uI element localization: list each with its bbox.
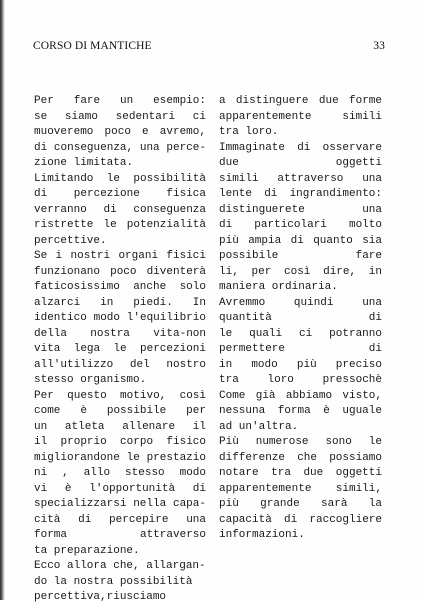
text-line: forma attraverso (34, 529, 206, 541)
text-line: simili attraverso una (219, 172, 382, 185)
text-line: più grande sarà la (219, 498, 382, 510)
text-line: più ampia di quanto sia (219, 234, 382, 247)
text-line: maniera ordinaria. (219, 281, 338, 293)
text-line: Più numerose sono le (219, 436, 382, 448)
text-line: verranno di conseguenza (34, 203, 206, 216)
text-line: tra loro pressochè (219, 374, 382, 386)
text-line: ta preparazione. (34, 544, 140, 557)
text-line: muoveremo poco e avremo, (34, 126, 206, 138)
text-line: faticosissimo anche solo (34, 281, 206, 293)
text-line: stesso organismo. (34, 374, 147, 386)
text-line: differenze che possiamo (219, 451, 382, 464)
text-line: possibile fare (219, 250, 382, 262)
text-line: distinguerete una (219, 203, 382, 216)
text-line: vita lega le percezioni (34, 343, 206, 355)
text-line: Immaginate di osservare (219, 141, 382, 154)
chapter-title: CORSO DI MANTICHE (33, 40, 152, 52)
text-line: quantità di (219, 312, 382, 324)
text-line: Come già abbiamo visto, (219, 389, 382, 402)
text-line: Se i nostri organi fisici (34, 250, 206, 262)
text-line: ni , allo stesso modo (34, 467, 206, 479)
right-text-column (219, 94, 382, 544)
text-line: migliorandone le prestazio (34, 451, 206, 464)
text-line: come è possibile per (34, 405, 206, 417)
text-line: permettere di (219, 343, 382, 355)
text-line: do la nostra possibilità (34, 575, 193, 588)
text-line: cità di percepire una (34, 513, 206, 526)
text-line: due oggetti (219, 157, 382, 169)
text-line: Per fare un esempio: (34, 95, 206, 107)
text-line: vi è l'opportunità di (34, 482, 206, 495)
text-line: identico modo l'equilibrio (34, 312, 206, 324)
text-line: se siamo sedentari ci (34, 110, 206, 123)
text-line: di particolari molto (219, 219, 382, 231)
text-line: informazioni. (219, 529, 305, 541)
text-line: tra loro. (219, 126, 279, 138)
running-header (33, 40, 385, 54)
text-line: in modo più preciso (219, 358, 382, 371)
text-line: percettiva,riusciamo (34, 591, 167, 603)
text-line: all'utilizzo del nostro (34, 358, 206, 371)
text-line: Per questo motivo, così (34, 389, 206, 402)
text-line: lente di ingrandimento: (219, 188, 382, 200)
text-line: alzarci in piedi. In (34, 296, 206, 309)
page-number: 33 (373, 40, 385, 52)
text-line: Avremmo quindi una (219, 296, 382, 309)
text-line: capacità di raccogliere (219, 513, 382, 526)
text-line: Ecco allora che, allargan- (34, 560, 206, 572)
text-line: specializzarsi nella capa- (34, 498, 206, 510)
text-line: il proprio corpo fisico (34, 436, 206, 448)
text-line: apparentemente simili (219, 110, 382, 123)
text-line: notare tra due oggetti (219, 467, 382, 479)
text-line: Limitando le possibilità (34, 172, 206, 185)
text-line: percettive. (34, 234, 107, 247)
text-line: le quali ci potranno (219, 327, 382, 340)
text-line: zione limitata. (34, 157, 134, 169)
text-line: funzionano poco diventerà (34, 265, 206, 278)
text-line: apparentemente simili, (219, 482, 382, 495)
text-line: ristrette le potenzialità (34, 219, 206, 231)
text-line: di conseguenza, una perce- (34, 141, 206, 154)
text-line: ad un'altra. (219, 420, 299, 433)
text-line: li, per così dire, in (219, 265, 382, 278)
text-line: di percezione fisica (34, 188, 206, 200)
text-line: a distinguere due forme (219, 95, 382, 107)
text-line: nessuna forma è uguale (219, 405, 382, 417)
text-line: un atleta allenare il (34, 420, 206, 433)
left-text-column (34, 94, 206, 606)
page-binding-shadow (0, 0, 5, 600)
text-line: della nostra vita-non (34, 327, 206, 340)
